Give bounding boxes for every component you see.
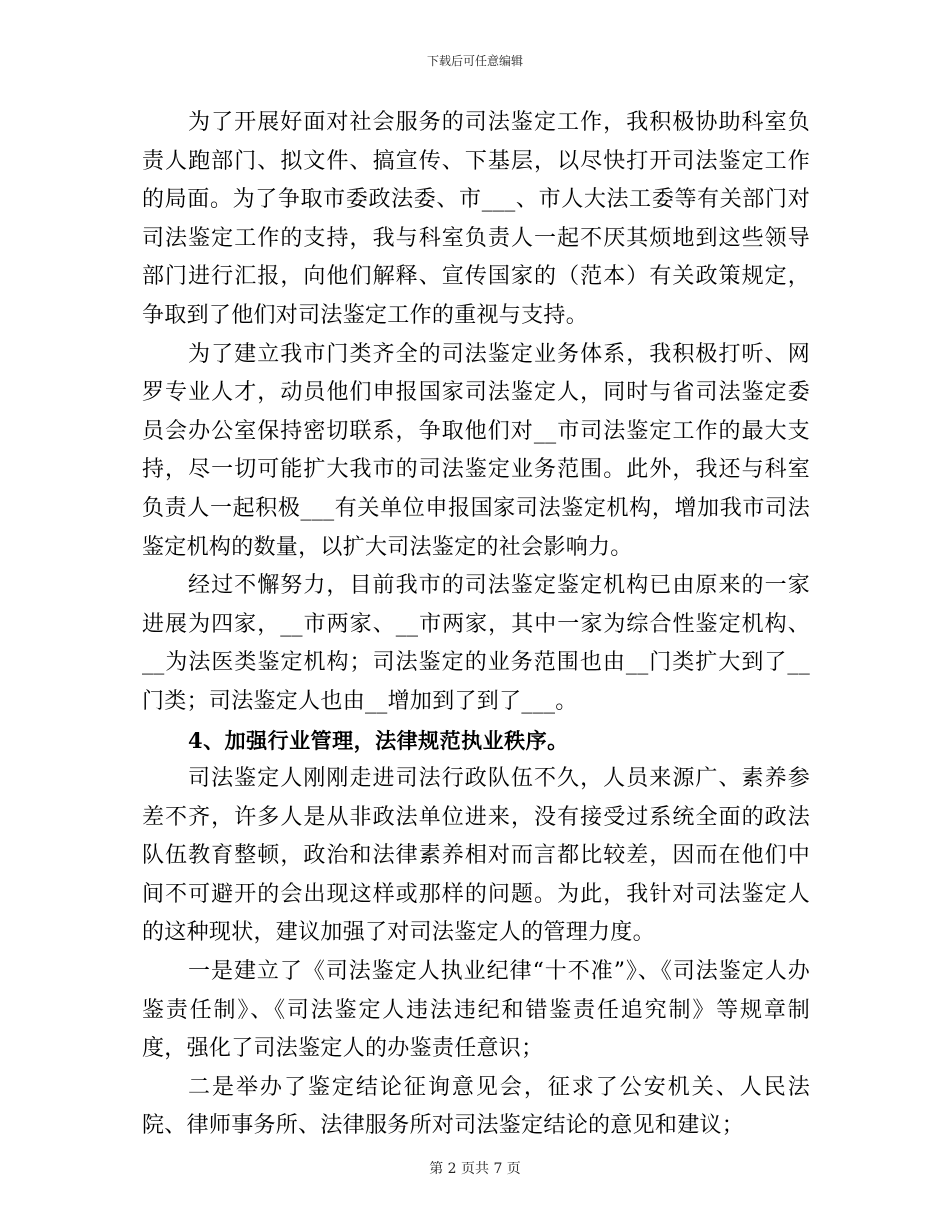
document-body (142, 104, 810, 1146)
paragraph: 二是举办了鉴定结论征询意见会，征求了公安机关、人民法院、律师事务所、法律服务所对司法鉴定结论的意见和建议； (142, 1074, 810, 1139)
paragraph: 经过不懈努力，目前我市的司法鉴定鉴定机构已由原来的一家进展为四家，__市两家、__市两家，其中一家为综合性鉴定机构、__为法医类鉴定机构；司法鉴定的业务范围也由__门类扩大到了__门类；司法鉴定人也由__增加到了到了___。 (142, 573, 810, 714)
paragraph: 为了开展好面对社会服务的司法鉴定工作，我积极协助科室负责人跑部门、拟文件、搞宣传、下基层，以尽快打开司法鉴定工作的局面。为了争取市委政法委、市___、市人大法工委等有关部门对司法鉴定工作的支持，我与科室负责人一起不厌其烦地到这些领导部门进行汇报，向他们解释、宣传国家的（范本）有关政策规定，争取到了他们对司法鉴定工作的重视与支持。 (142, 110, 810, 328)
paragraph: 一是建立了《司法鉴定人执业纪律“十不准”》、《司法鉴定人办鉴责任制》、《司法鉴定人违法违纪和错鉴责任追究制》等规章制度，强化了司法鉴定人的办鉴责任意识； (142, 959, 810, 1062)
paragraph: 为了建立我市门类齐全的司法鉴定业务体系，我积极打听、网罗专业人才，动员他们申报国家司法鉴定人，同时与省司法鉴定委员会办公室保持密切联系，争取他们对__市司法鉴定工作的最大支持，尽一切可能扩大我市的司法鉴定业务范围。此外，我还与科室负责人一起积极___有关单位申报国家司法鉴定机构，增加我市司法鉴定机构的数量，以扩大司法鉴定的社会影响力。 (142, 341, 810, 560)
section-heading: 4、加强行业管理，法律规范执业秩序。 (188, 727, 569, 753)
page-header: 下载后可任意编辑 (426, 54, 523, 68)
page-number: 第 2 页共 7 页 (429, 1161, 521, 1177)
paragraph: 司法鉴定人刚刚走进司法行政队伍不久，人员来源广、素养参差不齐，许多人是从非政法单位进来，没有接受过系统全面的政法队伍教育整顿，政治和法律素养相对而言都比较差，因而在他们中间不可避开的会出现这样或那样的问题。为此，我针对司法鉴定人的这种现状，建议加强了对司法鉴定人的管理力度。 (142, 766, 810, 946)
